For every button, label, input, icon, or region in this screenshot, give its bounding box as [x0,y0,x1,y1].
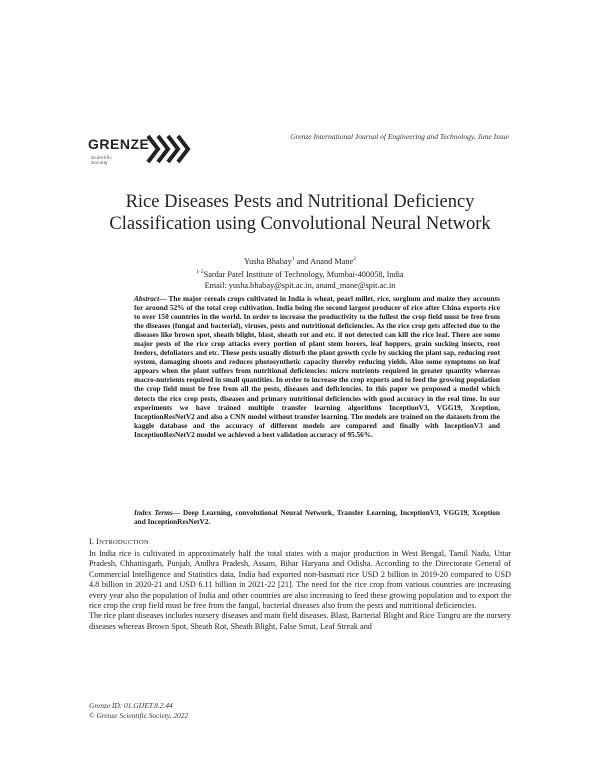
grenze-id: Grenze ID: 01.GIJET.8.2.44 [89,701,173,710]
author-2: Anand Mane [310,256,354,266]
section-first-letter: I [96,537,100,546]
logo-subtext: Scientific Society [91,155,113,165]
section-heading-introduction [89,537,149,546]
chevrons-icon [146,134,192,164]
section-rest: NTRODUCTION [99,539,149,546]
author-1-sup: 1 [291,256,295,262]
introduction-body [89,549,511,632]
author-names [0,254,600,267]
paper-title [0,191,600,235]
paragraph-2: The rice plant diseases includes nursery diseases and main field diseases. Blast, Bacterial Blight and Rice Tungru are the nursery diseases whereas Brown Spot, Sheath Rot, Sheath Blight, False Smut, Leaf Streak and [89,611,511,631]
author-and: and [294,256,311,266]
index-terms-label: Index Terms [134,508,173,517]
journal-name: Grenze International Journal of Engineering and Technology, June Issue [290,132,509,141]
affiliation-sup: 1-2 [196,269,204,276]
index-terms [134,508,500,526]
affiliation-text: Sardar Patel Institute of Technology, Mumbai-400058, India [203,270,404,280]
title-line-1: Rice Diseases Pests and Nutritional Deficiency [125,192,475,212]
author-2-sup: 2 [353,256,356,262]
affiliation [0,267,600,280]
abstract [134,294,500,439]
email-line: Email: yusha.bhabay@spit.ac.in, anand_mane@spit.ac.in [204,280,396,290]
copyright: © Grenze Scientific Society, 2022 [89,710,189,720]
footer [89,701,188,720]
paragraph-1: In India rice is cultivated in approximately half the total states with a major production in West Bengal, Tamil Nadu, Uttar Pradesh, Chhattisgarh, Punjab, Andhra Pradesh, Assam, Bihar Haryana and Odisha. According to the Directorate General of Commercial Intelligence and Statistics data, India had exported non-basmati rice USD 2 billion in 2019-20 compared to USD 4.8 billion in 2020-21 and USD 6.11 billion in 2021-22 [21]. The need for the rice crop from various countries are increasing every year also the population of India and other countries are also increasing to feed these growing population and to export the rice crop the crop field must be free from the fangal, bacterial diseases also from the pests and nutritional deficiencies. [89,549,511,611]
abstract-text: — The major cereals crops cultivated in India is wheat, pearl millet, rice, sorghum and maize they accounts for around 52% of the total crop cultivation. India being the second largest producer of rice after China exports rice to over 150 countries in the world. In order to increase the productivity to the fullest the crop field must be free from the diseases (fungal and bacterial), viruses, pests and nutritional deficiencies. As the rice crop gets affected due to the diseases like brown spot, sheath blight, blast, sheath rot and etc. if not detected can kill the rice leaf. There are some major pests of the rice crop attacks every portion of plant stem borers, leaf hoppers, grain sucking insects, root feeders, defoliators and etc. These pests usually disturb the plant growth cycle by sucking the plant sap, reducing root system, damaging shoots and reduces photosynthetic capacity thereby reducing yields. Also some symptoms on leaf appears when the plant suffers from nutritional deficiencies: micro nutrients required in greater quantity whereas macro-nutrients required in small quantities. In order to increase the crop exports and to feed the growing population the crop field must be free from all the pests, diseases and deficiencies. In this paper we proposed a model which detects the rice crop pests, diseases and primary nutritional deficiencies with good accuracy in the real time. In our experiments we have trained multiple transfer learning algorithms InceptionV3, VGG19, Xception, InceptionResNetV2 and also a CNN model without transfer learning. The models are trained on the datasets from the kaggle database and the accuracy of different models are compared and finally with InceptionV3 and InceptionResNetV2 model we achieved a best validation accuracy of 95.56%. [134,294,500,439]
logo-text: GRENZE [88,136,150,152]
index-terms-text: — Deep Learning, convolutional Neural Network, Transfer Learning, InceptionV3, VGG19, Xception and InceptionResNetV2. [134,508,500,527]
author-1: Yusha Bhabay [244,256,292,266]
section-number: I. [89,537,97,546]
abstract-label: Abstract [134,294,160,303]
authors-block [0,254,600,291]
title-line-2: Classification using Convolutional Neural Network [109,214,491,234]
